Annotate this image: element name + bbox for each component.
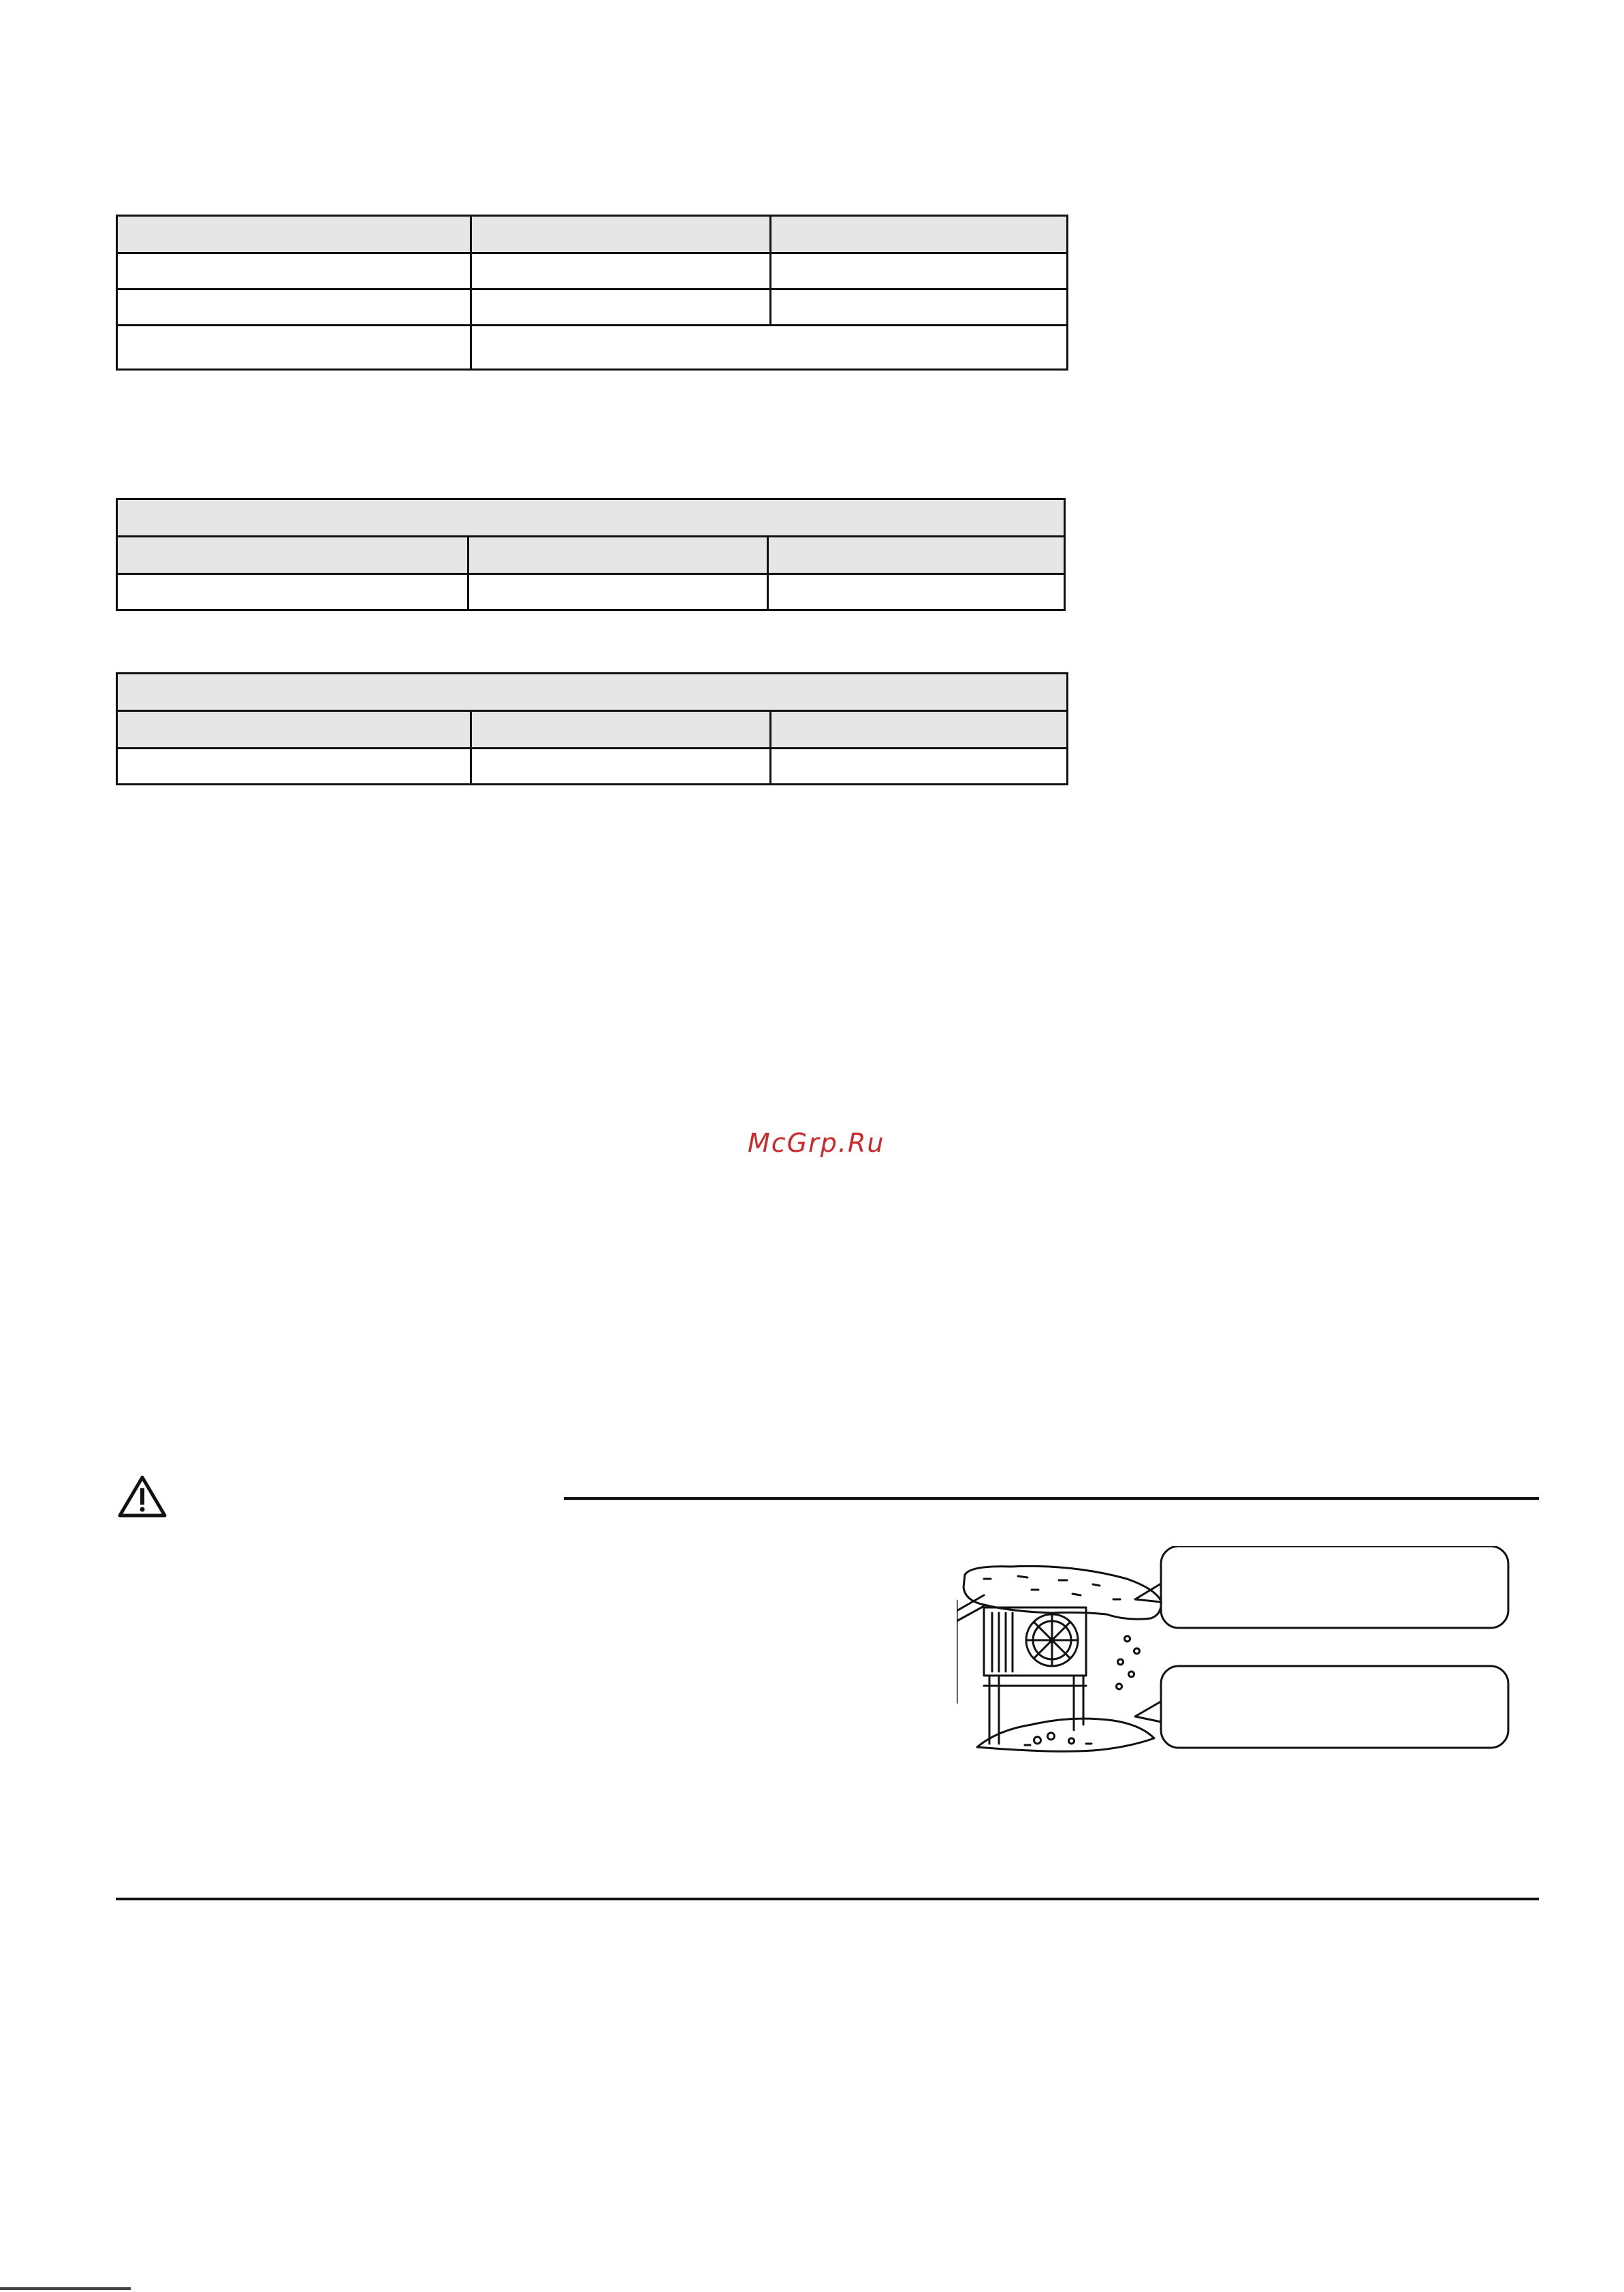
table-cell [117, 711, 471, 749]
table-header-row [117, 711, 1068, 749]
table-header-row [117, 216, 1068, 253]
table-cell [117, 326, 471, 370]
table-cell-merged [117, 499, 1065, 537]
table-cell [117, 574, 468, 610]
table-cell [771, 216, 1068, 253]
spec-table-3 [116, 672, 1068, 785]
table-row [117, 253, 1068, 289]
table-row [117, 574, 1065, 610]
table-row [117, 289, 1068, 326]
section-rule-bottom [116, 1898, 1539, 1900]
table-row [117, 326, 1068, 370]
table-cell [117, 749, 471, 785]
table-cell [468, 537, 768, 574]
table-cell [117, 537, 468, 574]
table-cell [117, 216, 471, 253]
table-cell [768, 537, 1065, 574]
footer-mark [0, 2287, 131, 2290]
table-cell [471, 253, 771, 289]
watermark-text: McGrp.Ru [748, 1128, 885, 1158]
table-header-row [117, 537, 1065, 574]
table-cell [768, 574, 1065, 610]
table-title-row [117, 499, 1065, 537]
table-cell [471, 289, 771, 326]
table-cell [117, 253, 471, 289]
table-cell [771, 253, 1068, 289]
spec-table-1 [116, 215, 1068, 371]
table-cell [471, 749, 771, 785]
table-cell-merged [471, 326, 1068, 370]
table-cell [468, 574, 768, 610]
outdoor-unit-snow-illustration [957, 1546, 1570, 1764]
section-rule-top [564, 1497, 1539, 1500]
table-cell [771, 289, 1068, 326]
warning-triangle-icon [117, 1475, 168, 1518]
table-title-row [117, 674, 1068, 711]
table-cell [117, 289, 471, 326]
table-cell [471, 711, 771, 749]
spec-table-2 [116, 498, 1066, 611]
table-cell [471, 216, 771, 253]
table-cell [771, 749, 1068, 785]
table-cell-merged [117, 674, 1068, 711]
table-row [117, 749, 1068, 785]
table-cell [771, 711, 1068, 749]
